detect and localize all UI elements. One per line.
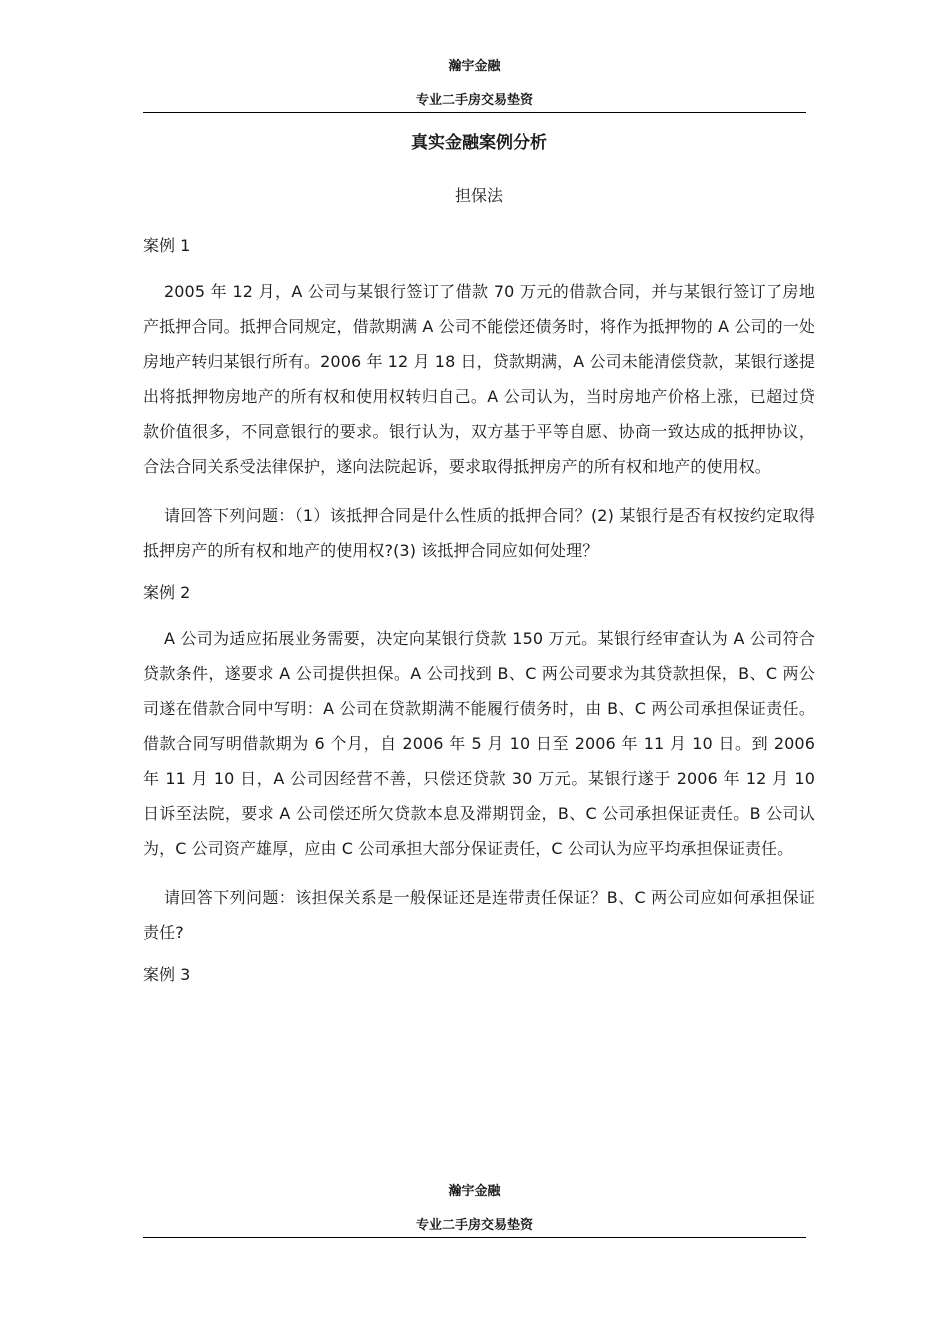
case-1-heading: 案例 1	[143, 236, 191, 255]
header-divider	[143, 112, 806, 113]
case-2-heading: 案例 2	[143, 583, 191, 602]
footer-tagline: 专业二手房交易垫资	[415, 1218, 533, 1233]
case-3-heading: 案例 3	[143, 965, 191, 984]
case-1-question: 请回答下列问题：（1）该抵押合同是什么性质的抵押合同？(2) 某银行是否有权按约定取得抵押房产的所有权和地产的使用权?(3) 该抵押合同应如何处理？	[143, 506, 815, 560]
header-tagline: 专业二手房交易垫资	[415, 93, 533, 108]
footer-company-name: 瀚宇金融	[448, 1184, 501, 1199]
case-1-facts: 2005 年 12 月，A 公司与某银行签订了借款 70 万元的借款合同，并与某银行签订了房地产抵押合同。抵押合同规定，借款期满 A 公司不能偿还债务时，将作为抵押物的 A 公司的一处房地产转归某银行所有。2006 年 12 月 18 日，贷款期满，A 公司未能清偿贷款，某银行遂提出将抵押物房地产的所有权和使用权转归自己。A 公司认为，当时房地产价格上涨，已超过贷款价值很多，不同意银行的要求。银行认为，双方基于平等自愿、协商一致达成的抵押协议，合法合同关系受法律保护，遂向法院起诉，要求取得抵押房产的所有权和地产的使用权。	[143, 282, 815, 476]
page-header	[143, 58, 806, 113]
document-subtitle: 担保法	[454, 186, 503, 205]
header-company-name: 瀚宇金融	[448, 59, 501, 74]
footer-divider	[143, 1237, 806, 1238]
page-footer	[143, 1183, 806, 1238]
case-2-facts: A 公司为适应拓展业务需要，决定向某银行贷款 150 万元。某银行经审查认为 A 公司符合贷款条件，遂要求 A 公司提供担保。A 公司找到 B、C 两公司要求为其贷款担保，B、C 两公司遂在借款合同中写明：A 公司在贷款期满不能履行债务时，由 B、C 两公司承担保证责任。借款合同写明借款期为 6 个月，自 2006 年 5 月 10 日至 2006 年 11 月 10 日。到 2006 年 11 月 10 日，A 公司因经营不善，只偿还贷款 30 万元。某银行遂于 2006 年 12 月 10 日诉至法院，要求 A 公司偿还所欠贷款本息及滞期罚金，B、C 公司承担保证责任。B 公司认为，C 公司资产雄厚，应由 C 公司承担大部分保证责任，C 公司认为应平均承担保证责任。	[143, 629, 815, 858]
document-title: 真实金融案例分析	[411, 133, 547, 153]
case-2-question: 请回答下列问题：该担保关系是一般保证还是连带责任保证？B、C 两公司应如何承担保证责任?	[143, 888, 815, 942]
document-body	[143, 130, 815, 988]
